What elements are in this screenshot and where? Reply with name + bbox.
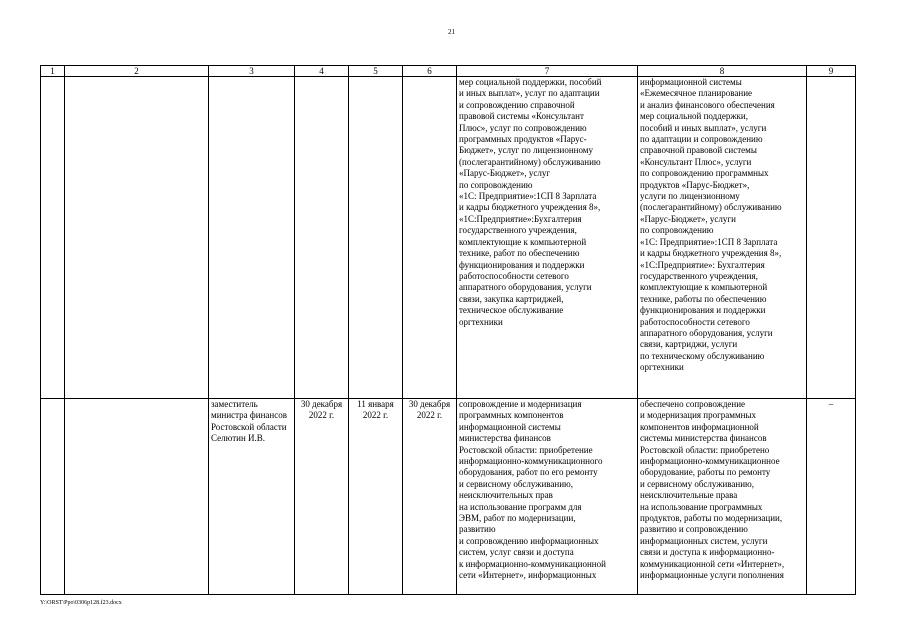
- table-cell: [65, 399, 209, 595]
- table-cell-dash: –: [807, 399, 856, 595]
- table-cell: [295, 77, 349, 399]
- column-header: 1: [41, 66, 65, 77]
- table-cell: [807, 77, 856, 399]
- column-header: 9: [807, 66, 856, 77]
- table-cell-date: 30 декабря 2022 г.: [295, 399, 349, 595]
- table-cell-date: 11 января 2022 г.: [349, 399, 403, 595]
- footer-file-path: Y:\ORST\Ppo\0306p128.f23.docx: [40, 600, 122, 606]
- table-cell: [41, 399, 65, 595]
- table-cell-measures: сопровождение и модернизация программных компонентов информационной системы министерства финансов Ростовской области: приобретение информационно-коммуникационного оборудования, работ по его ремонту и сервисному обслуживанию, неисключительных прав на использование программ для ЭВМ, работ по модернизации, развитию и сопровождению информационных систем, услуг связи и доступа к информационно-коммуникационной сети «Интернет», информационных: [457, 399, 638, 595]
- column-header: 6: [403, 66, 457, 77]
- table-cell-results: обеспечено сопровождение и модернизация программных компонентов информационной системы министерства финансов Ростовской области: приобретено информационно-коммуникационное оборудование, работы по ремонту и сервисному обслуживанию, неисключительные права на использование программных продуктов, работы по модернизации, развитию и сопровождению информационных систем, услуги связи и доступа к информационно- коммуникационной сети «Интернет», информационные услуги пополнения: [638, 399, 807, 595]
- table-cell-responsible: заместитель министра финансов Ростовской области Селютин И.В.: [209, 399, 295, 595]
- column-header: 8: [638, 66, 807, 77]
- table-row: [41, 77, 856, 399]
- table-cell: [65, 77, 209, 399]
- table-cell: [403, 77, 457, 399]
- column-header: 3: [209, 66, 295, 77]
- column-header: 4: [295, 66, 349, 77]
- table-cell: [41, 77, 65, 399]
- table-header-row: [41, 66, 856, 77]
- table-row: [41, 399, 856, 595]
- column-header: 7: [457, 66, 638, 77]
- table-cell: [349, 77, 403, 399]
- column-header: 5: [349, 66, 403, 77]
- table-cell-results: информационной системы «Ежемесячное планирование и анализ финансового обеспечения мер социальной поддержки, пособий и иных выплат», услуги по адаптации и сопровождению справочной правовой системы «Консультант Плюс», услуги по сопровождению программных продуктов «Парус-Бюджет», услуги по лицензионному (послегарантийному) обслуживанию «Парус-Бюджет», услуги по сопровождению «1С: Предприятие»:1СП 8 Зарплата и кадры бюджетного учреждения 8», «1С:Предприятие»: Бухгалтерия государственного учреждения, комплектующие к компьютерной технике, работы по обеспечению функционирования и поддержки работоспособности сетевого аппаратного оборудования, услуги связи, картриджи, услуги по техническому обслуживанию оргтехники: [638, 77, 807, 399]
- column-header: 2: [65, 66, 209, 77]
- table-cell-date: 30 декабря 2022 г.: [403, 399, 457, 595]
- page-number: 21: [448, 28, 455, 36]
- table-cell: [209, 77, 295, 399]
- report-table: [40, 65, 856, 595]
- table-cell-measures: мер социальной поддержки, пособий и иных выплат», услуг по адаптации и сопровождению справочной правовой системы «Консультант Плюс», услуг по сопровождению программных продуктов «Парус- Бюджет», услуг по лицензионному (послегарантийному) обслуживанию «Парус-Бюджет», услуг по сопровождению «1С: Предприятие»:1СП 8 Зарплата и кадры бюджетного учреждения 8», «1С:Предприятие»:Бухгалтерия государственного учреждения, комплектующие к компьютерной технике, работ по обеспечению функционирования и поддержки работоспособности сетевого аппаратного оборудования, услуги связи, закупка картриджей, техническое обслуживание оргтехники: [457, 77, 638, 399]
